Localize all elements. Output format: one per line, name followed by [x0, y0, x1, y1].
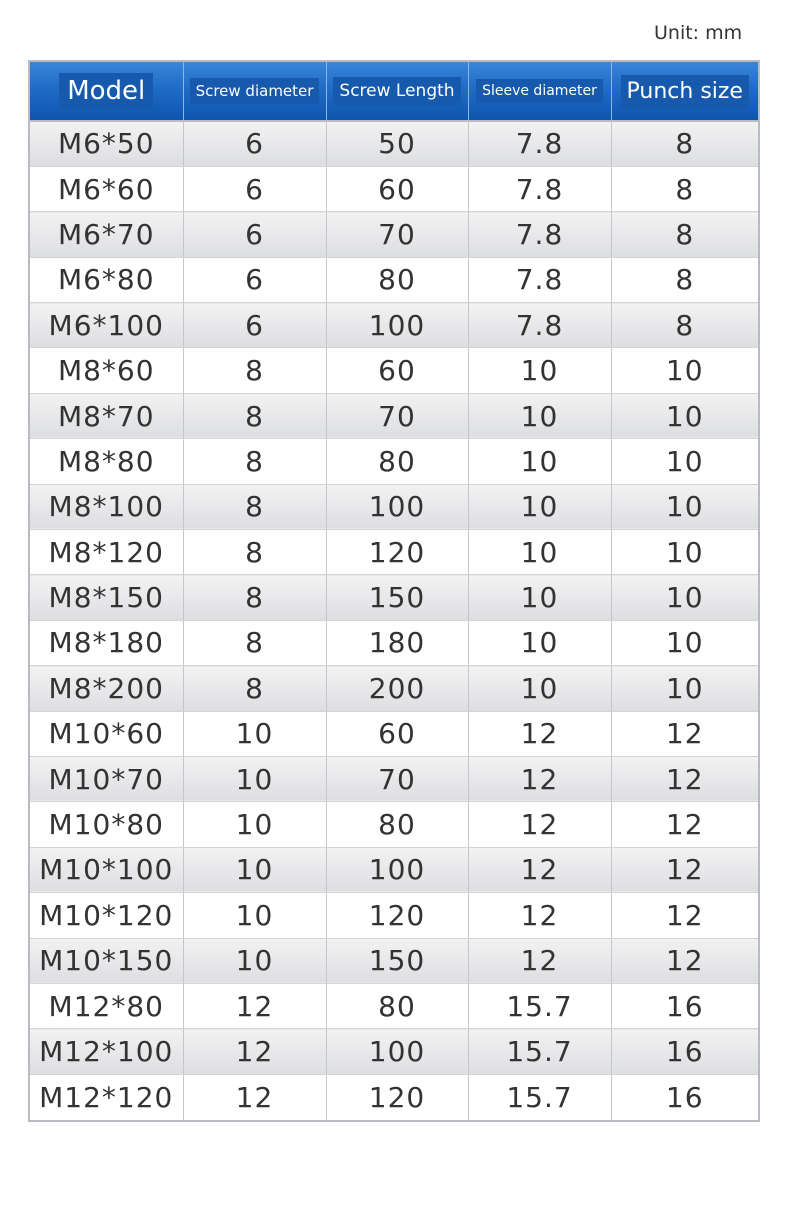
punch-size-cell: 10 [611, 620, 758, 665]
sleeve-diameter-cell: 10 [468, 620, 611, 665]
screw-length-cell: 120 [326, 893, 468, 938]
header-sleeve-diameter-label: Sleeve diameter [476, 79, 603, 103]
table-row [30, 756, 758, 801]
screw-length-cell: 80 [326, 802, 468, 847]
screw-diameter-cell: 8 [183, 484, 326, 529]
punch-size-cell: 10 [611, 348, 758, 393]
table-row [30, 847, 758, 892]
table-row [30, 303, 758, 348]
sleeve-diameter-cell: 10 [468, 484, 611, 529]
header-model [30, 62, 183, 121]
screw-length-cell: 80 [326, 439, 468, 484]
sleeve-diameter-cell: 12 [468, 756, 611, 801]
screw-length-cell: 60 [326, 711, 468, 756]
screw-diameter-cell: 8 [183, 439, 326, 484]
table-row [30, 620, 758, 665]
screw-diameter-cell: 10 [183, 893, 326, 938]
table-row [30, 711, 758, 756]
screw-length-cell: 100 [326, 1029, 468, 1074]
model-cell: M10*70 [30, 756, 183, 801]
model-cell: M6*60 [30, 166, 183, 211]
punch-size-cell: 16 [611, 983, 758, 1028]
model-cell: M12*80 [30, 983, 183, 1028]
model-cell: M10*80 [30, 802, 183, 847]
sleeve-diameter-cell: 12 [468, 802, 611, 847]
screw-length-cell: 70 [326, 212, 468, 257]
screw-length-cell: 80 [326, 257, 468, 302]
screw-length-cell: 120 [326, 530, 468, 575]
screw-diameter-cell: 6 [183, 212, 326, 257]
screw-length-cell: 150 [326, 575, 468, 620]
punch-size-cell: 8 [611, 303, 758, 348]
table-row [30, 530, 758, 575]
screw-length-cell: 100 [326, 847, 468, 892]
sleeve-diameter-cell: 15.7 [468, 1029, 611, 1074]
model-cell: M6*80 [30, 257, 183, 302]
model-cell: M8*120 [30, 530, 183, 575]
table-row [30, 666, 758, 711]
table-row [30, 1074, 758, 1119]
screw-diameter-cell: 8 [183, 393, 326, 438]
punch-size-cell: 8 [611, 257, 758, 302]
model-cell: M8*80 [30, 439, 183, 484]
model-cell: M8*180 [30, 620, 183, 665]
table-row [30, 983, 758, 1028]
model-cell: M8*60 [30, 348, 183, 393]
screw-diameter-cell: 10 [183, 938, 326, 983]
punch-size-cell: 10 [611, 393, 758, 438]
punch-size-cell: 8 [611, 212, 758, 257]
screw-diameter-cell: 12 [183, 1074, 326, 1119]
screw-length-cell: 50 [326, 121, 468, 166]
sleeve-diameter-cell: 10 [468, 348, 611, 393]
screw-length-cell: 70 [326, 393, 468, 438]
sleeve-diameter-cell: 12 [468, 893, 611, 938]
table-body [30, 121, 758, 1120]
table-row [30, 484, 758, 529]
model-cell: M6*50 [30, 121, 183, 166]
table-row [30, 212, 758, 257]
header-sleeve-diameter [468, 62, 611, 121]
screw-diameter-cell: 10 [183, 802, 326, 847]
screw-length-cell: 60 [326, 166, 468, 211]
punch-size-cell: 16 [611, 1029, 758, 1074]
sleeve-diameter-cell: 10 [468, 393, 611, 438]
punch-size-cell: 12 [611, 711, 758, 756]
model-cell: M6*100 [30, 303, 183, 348]
sleeve-diameter-cell: 7.8 [468, 257, 611, 302]
header-screw-diameter-label: Screw diameter [190, 78, 320, 104]
table-row [30, 257, 758, 302]
model-cell: M10*150 [30, 938, 183, 983]
screw-diameter-cell: 6 [183, 257, 326, 302]
screw-diameter-cell: 8 [183, 666, 326, 711]
sleeve-diameter-cell: 7.8 [468, 166, 611, 211]
screw-length-cell: 100 [326, 303, 468, 348]
screw-diameter-cell: 8 [183, 575, 326, 620]
table-row [30, 1029, 758, 1074]
screw-length-cell: 60 [326, 348, 468, 393]
punch-size-cell: 8 [611, 166, 758, 211]
screw-diameter-cell: 8 [183, 620, 326, 665]
sleeve-diameter-cell: 10 [468, 575, 611, 620]
model-cell: M8*100 [30, 484, 183, 529]
model-cell: M12*120 [30, 1074, 183, 1119]
punch-size-cell: 8 [611, 121, 758, 166]
screw-diameter-cell: 12 [183, 1029, 326, 1074]
screw-length-cell: 70 [326, 756, 468, 801]
sleeve-diameter-cell: 15.7 [468, 1074, 611, 1119]
table-row [30, 938, 758, 983]
screw-length-cell: 120 [326, 1074, 468, 1119]
screw-diameter-cell: 8 [183, 348, 326, 393]
screw-diameter-cell: 6 [183, 303, 326, 348]
punch-size-cell: 16 [611, 1074, 758, 1119]
model-cell: M6*70 [30, 212, 183, 257]
table-row [30, 393, 758, 438]
table-row [30, 893, 758, 938]
screw-diameter-cell: 8 [183, 530, 326, 575]
screw-diameter-cell: 10 [183, 711, 326, 756]
sleeve-diameter-cell: 10 [468, 439, 611, 484]
header-screw-length-label: Screw Length [333, 77, 460, 105]
model-cell: M10*100 [30, 847, 183, 892]
model-cell: M8*200 [30, 666, 183, 711]
model-cell: M8*150 [30, 575, 183, 620]
spec-table-grid [30, 62, 758, 1120]
table-row [30, 439, 758, 484]
screw-length-cell: 80 [326, 983, 468, 1028]
table-header-row [30, 62, 758, 121]
spec-table [28, 60, 760, 1122]
model-cell: M10*60 [30, 711, 183, 756]
punch-size-cell: 12 [611, 756, 758, 801]
screw-length-cell: 180 [326, 620, 468, 665]
header-model-label: Model [59, 73, 153, 109]
punch-size-cell: 10 [611, 530, 758, 575]
punch-size-cell: 12 [611, 802, 758, 847]
unit-label: Unit: mm [654, 22, 743, 44]
punch-size-cell: 12 [611, 938, 758, 983]
screw-length-cell: 100 [326, 484, 468, 529]
screw-diameter-cell: 6 [183, 121, 326, 166]
screw-diameter-cell: 12 [183, 983, 326, 1028]
model-cell: M10*120 [30, 893, 183, 938]
screw-length-cell: 150 [326, 938, 468, 983]
sleeve-diameter-cell: 10 [468, 666, 611, 711]
sleeve-diameter-cell: 7.8 [468, 212, 611, 257]
screw-diameter-cell: 6 [183, 166, 326, 211]
screw-diameter-cell: 10 [183, 756, 326, 801]
model-cell: M8*70 [30, 393, 183, 438]
punch-size-cell: 10 [611, 484, 758, 529]
screw-length-cell: 200 [326, 666, 468, 711]
sleeve-diameter-cell: 12 [468, 938, 611, 983]
header-screw-length [326, 62, 468, 121]
screw-diameter-cell: 10 [183, 847, 326, 892]
table-row [30, 802, 758, 847]
punch-size-cell: 12 [611, 847, 758, 892]
punch-size-cell: 10 [611, 575, 758, 620]
sleeve-diameter-cell: 10 [468, 530, 611, 575]
sleeve-diameter-cell: 12 [468, 847, 611, 892]
sleeve-diameter-cell: 15.7 [468, 983, 611, 1028]
punch-size-cell: 10 [611, 666, 758, 711]
model-cell: M12*100 [30, 1029, 183, 1074]
table-row [30, 121, 758, 166]
sleeve-diameter-cell: 7.8 [468, 121, 611, 166]
header-punch-size-label: Punch size [621, 75, 749, 108]
table-row [30, 348, 758, 393]
punch-size-cell: 12 [611, 893, 758, 938]
table-row [30, 575, 758, 620]
punch-size-cell: 10 [611, 439, 758, 484]
sleeve-diameter-cell: 12 [468, 711, 611, 756]
header-punch-size [611, 62, 758, 121]
sleeve-diameter-cell: 7.8 [468, 303, 611, 348]
header-screw-diameter [183, 62, 326, 121]
table-row [30, 166, 758, 211]
